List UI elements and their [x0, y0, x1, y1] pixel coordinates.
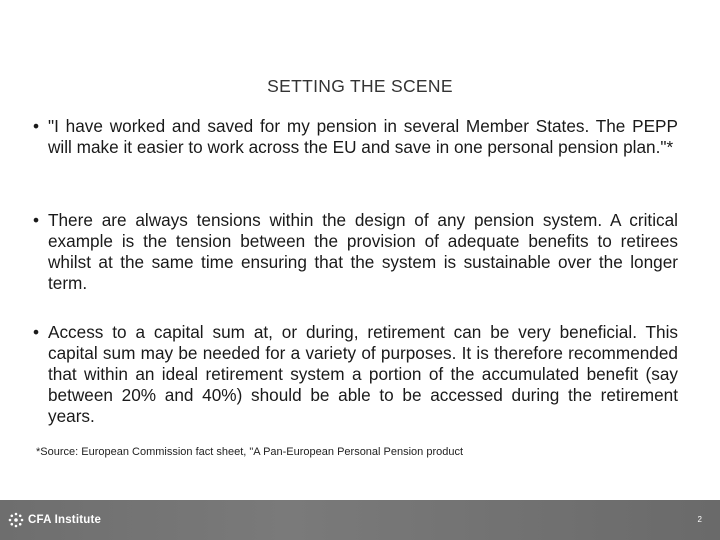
cfa-globe-icon — [8, 512, 24, 528]
bullet-text: There are always tensions within the design of any pension system. A critical example is the tension between the provision of adequate benefits to retirees whilst at the same time ensuring that the system is sustainable over the longer term. — [48, 210, 678, 293]
source-footnote: *Source: European Commission fact sheet, "A Pan-European Personal Pension product — [36, 446, 464, 458]
bullet-item — [30, 322, 678, 427]
cfa-logo — [8, 512, 101, 528]
bullet-item — [30, 116, 678, 158]
bullet-marker: • — [33, 322, 40, 342]
bullet-text: Access to a capital sum at, or during, retirement can be very beneficial. This capital sum may be needed for a variety of purposes. It is therefore recommended that within an ideal retirement system a portion of the accumulated benefit (say between 20% and 40%) should be able to be accessed during the retirement years. — [48, 322, 678, 426]
footer-bar — [0, 500, 720, 540]
bullet-text: "I have worked and saved for my pension in several Member States. The PEPP will make it easier to work across the EU and save in one personal pension plan."* — [48, 116, 678, 157]
logo-text: CFA Institute — [28, 514, 102, 526]
bullet-item — [30, 210, 678, 294]
bullet-marker: • — [33, 116, 40, 136]
page-number: 2 — [697, 515, 702, 524]
bullet-marker: • — [33, 210, 40, 230]
slide-title: SETTING THE SCENE — [267, 76, 453, 96]
